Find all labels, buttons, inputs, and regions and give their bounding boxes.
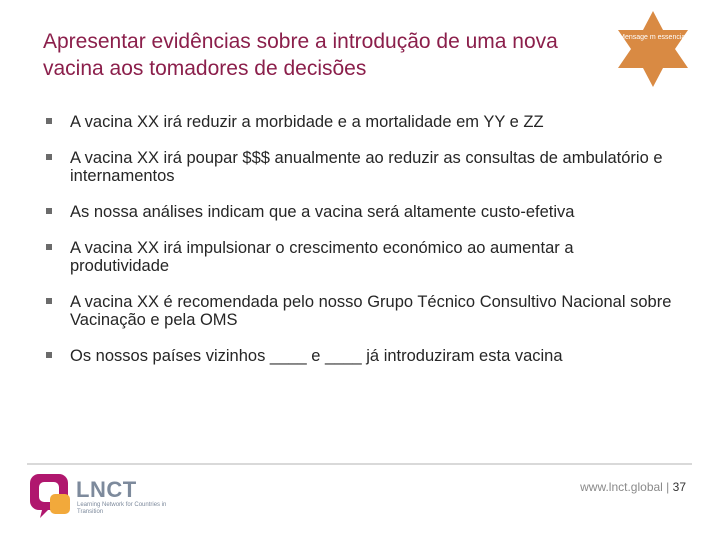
- footer-url[interactable]: www.lnct.global: [580, 480, 663, 494]
- lnct-logo-icon: [26, 472, 72, 518]
- footer-divider: [27, 463, 692, 465]
- slide-title: Apresentar evidências sobre a introdução de uma nova vacina aos tomadores de decisões: [43, 30, 558, 80]
- bullet-text: Os nossos países vizinhos ____ e ____ já introduziram esta vacina: [70, 347, 563, 365]
- logo-subtitle: Learning Network for Countries in Transition: [77, 502, 167, 515]
- bullet-square-icon: [46, 118, 52, 124]
- bullet-text: As nossa análises indicam que a vacina será altamente custo-efetiva: [70, 203, 575, 221]
- list-item: [46, 239, 676, 275]
- list-item: [46, 203, 676, 221]
- list-item: [46, 113, 676, 131]
- bullet-text: A vacina XX irá reduzir a morbidade e a mortalidade em YY e ZZ: [70, 113, 544, 131]
- bullet-list: [46, 113, 676, 383]
- footer-separator: |: [662, 480, 673, 494]
- star-badge-icon: [612, 11, 694, 87]
- key-message-badge: [612, 11, 694, 87]
- bullet-square-icon: [46, 298, 52, 304]
- lnct-logo: [26, 470, 167, 520]
- badge-label: Mensage m essencial: [619, 34, 687, 41]
- list-item: [46, 347, 676, 365]
- page-number: 37: [672, 480, 686, 494]
- bullet-text: A vacina XX é recomendada pelo nosso Grupo Técnico Consultivo Nacional sobre Vacinação e pela OMS: [70, 293, 672, 329]
- list-item: [46, 293, 676, 329]
- bullet-square-icon: [46, 154, 52, 160]
- bullet-text: A vacina XX irá poupar $$$ anualmente ao reduzir as consultas de ambulatório e internamentos: [70, 149, 663, 185]
- list-item: [46, 149, 676, 185]
- bullet-text: A vacina XX irá impulsionar o crescimento económico ao aumentar a produtividade: [70, 239, 574, 275]
- bullet-square-icon: [46, 208, 52, 214]
- logo-name: LNCT: [76, 477, 137, 502]
- footer-text: [580, 480, 686, 494]
- bullet-square-icon: [46, 352, 52, 358]
- bullet-square-icon: [46, 244, 52, 250]
